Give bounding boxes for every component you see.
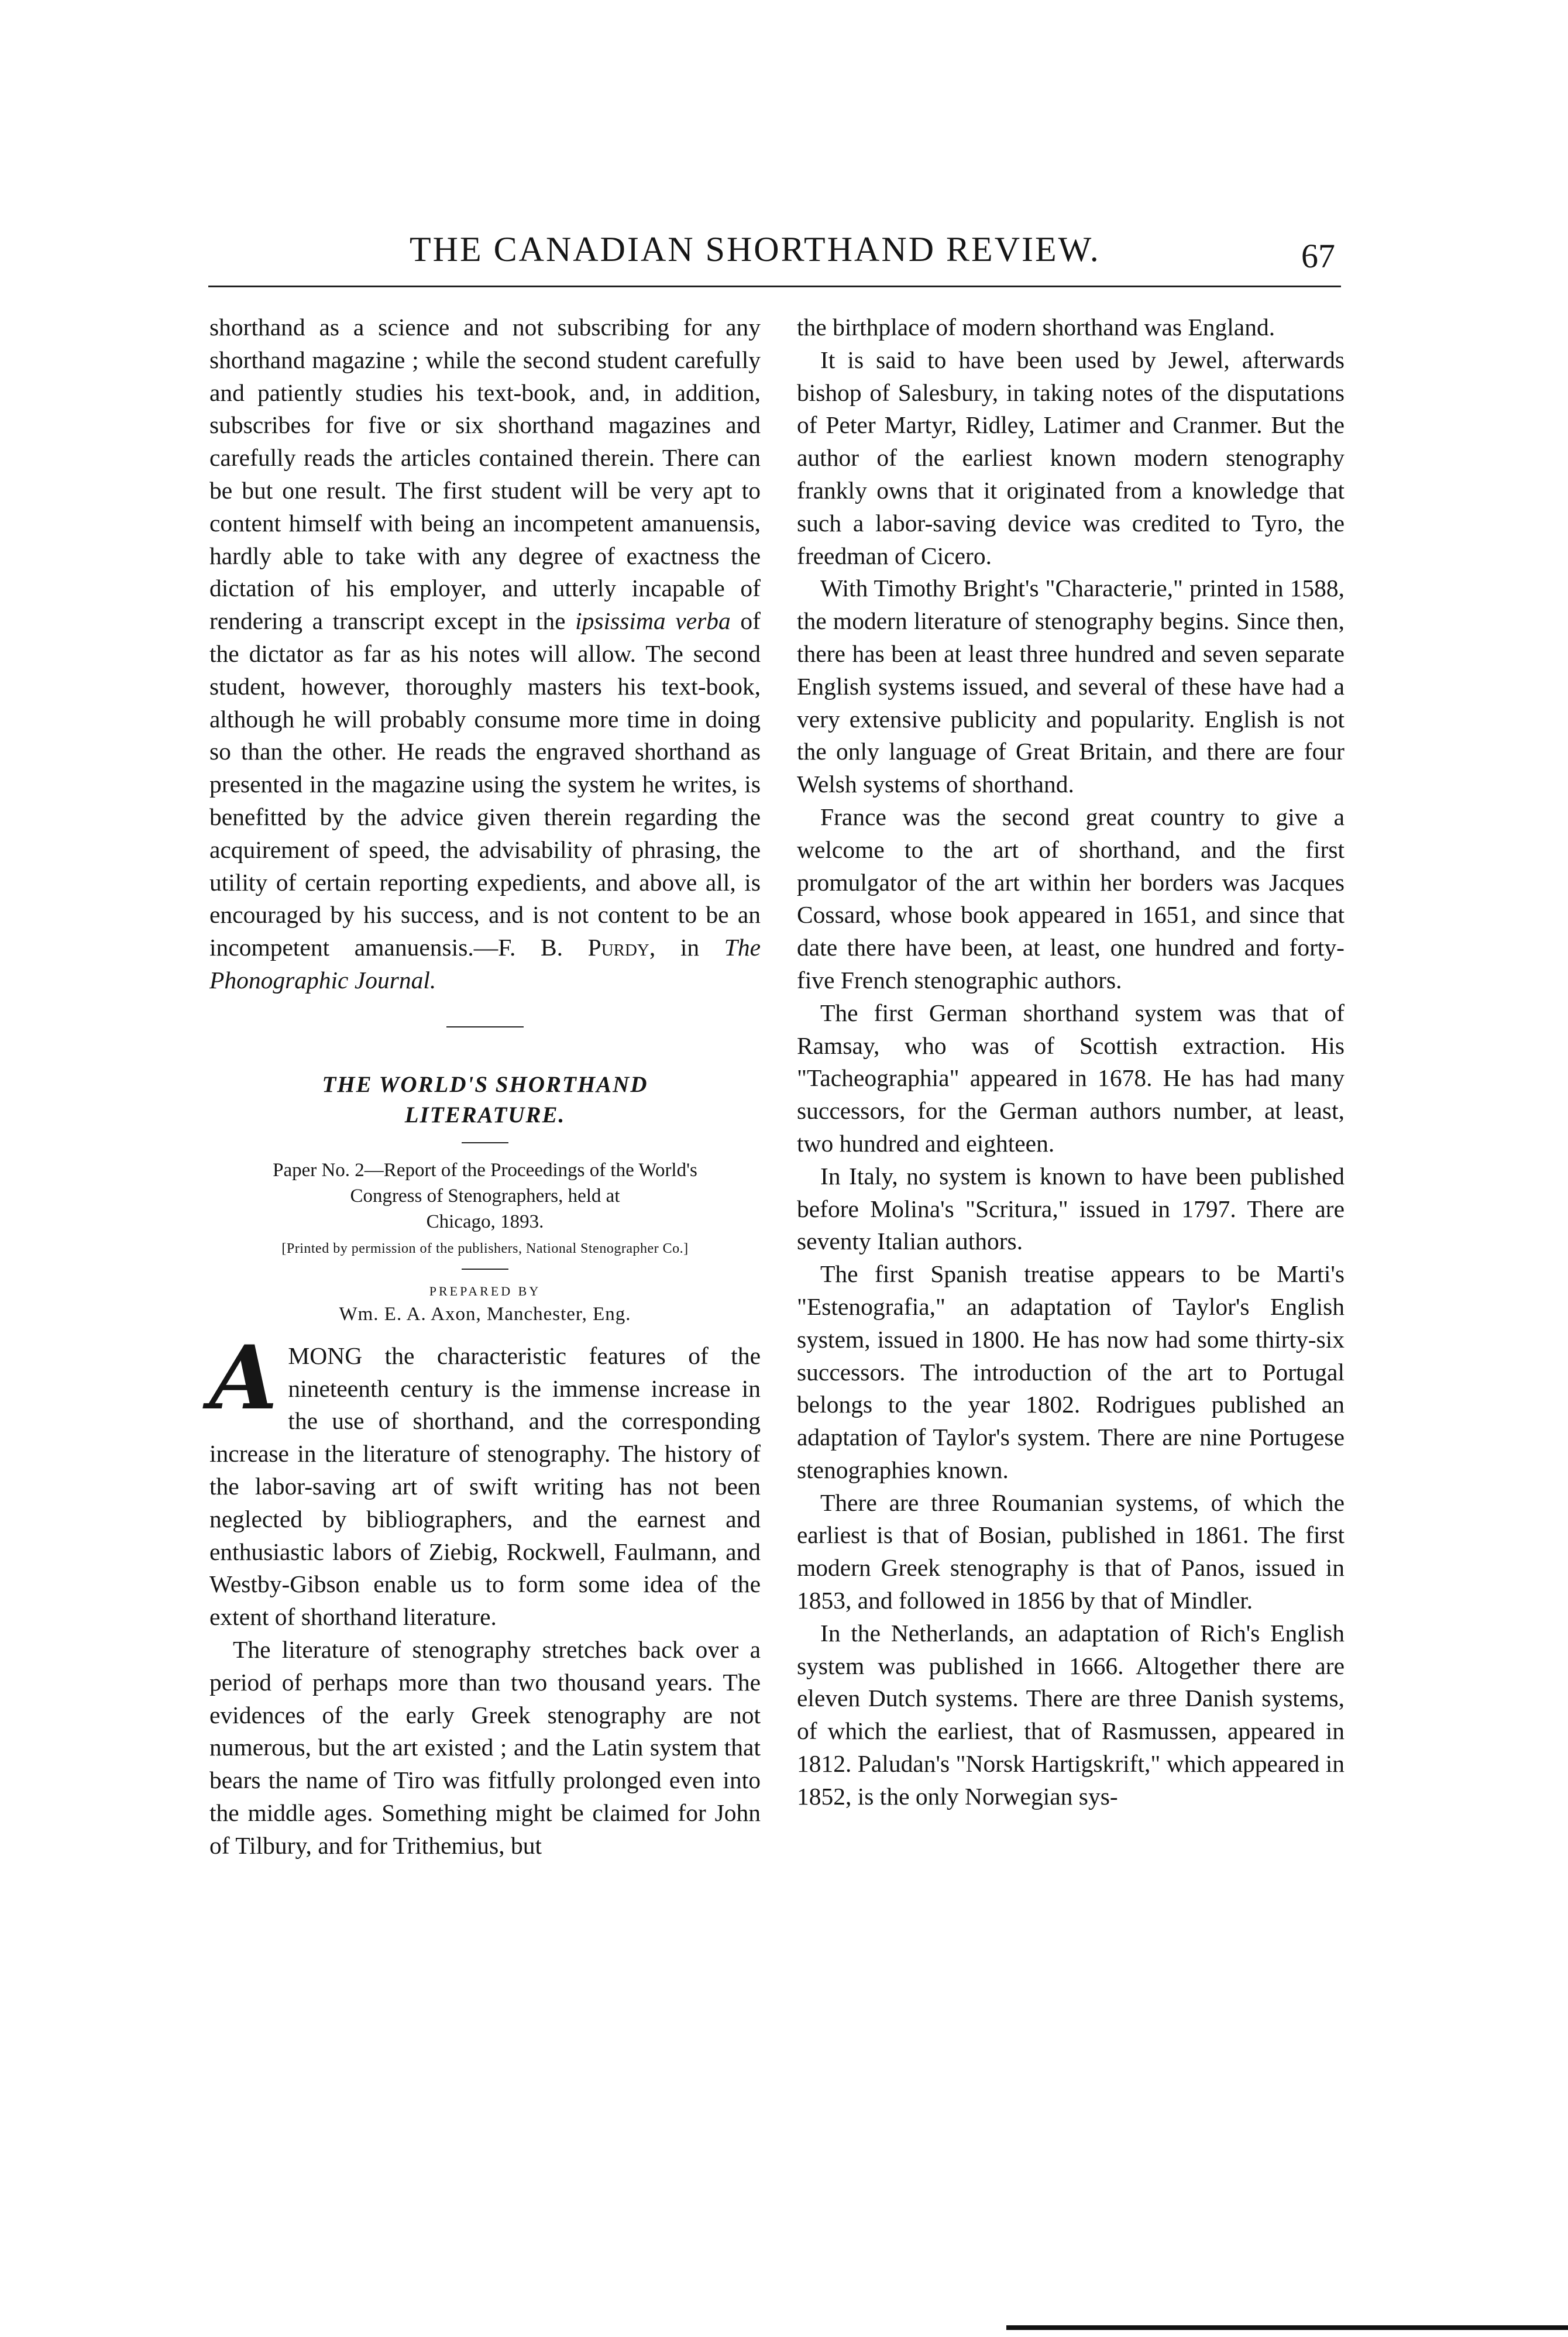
page-edge-rule [1006, 2325, 1568, 2330]
right-paragraph-2: With Timothy Bright's "Characterie," printed in 1588, the modern literature of stenography begins. Since then, there has been at least three hundred and seven separate English systems issued, and several of these have had a very extensive publicity and popularity. English is not the only language of Great Britain, and there are four Welsh systems of shorthand. [797, 575, 1345, 798]
intro-italic-phrase: ipsissima verba [575, 607, 731, 635]
section-title-line1: THE WORLD'S SHORTHAND [322, 1071, 648, 1097]
paper-line-3: Chicago, 1893. [426, 1211, 544, 1232]
intro-text: shorthand as a science and not subscribing for any shorthand magazine ; while the second student carefully and patiently studies his text-book, and, in addition, subscribes for five or six shorthand magazines and carefully reads the articles contained therein. There can be but one result. The first student will be very apt to content himself with being an incompetent amanuensis, hardly able to take with any degree of exactness the dictation of his employer, and utterly incapable of rendering a transcript except in the [209, 314, 761, 635]
drop-cap-letter: A [209, 1326, 278, 1429]
intro-paragraph [209, 311, 761, 997]
right-paragraph-3: France was the second great country to give a welcome to the art of shorthand, and the first promulgator of the art within her borders was Jacques Cossard, whose book appeared in 1651, and since that date there have been, at least, one hundred and forty-five French stenographic authors. [797, 803, 1345, 994]
running-header-title: THE CANADIAN SHORTHAND REVIEW. [410, 230, 1101, 269]
section-title [209, 1070, 761, 1130]
right-paragraph-4: The first German shorthand system was that of Ramsay, who was of Scottish extraction. His "Tacheographia" appeared in 1678. He has had many successors, for the German authors number, at least, two hundred and eighteen. [797, 999, 1345, 1157]
right-paragraph-0: the birthplace of modern shorthand was England. [797, 314, 1275, 341]
printed-permission-note: [Printed by permission of the publishers, National Stenographer Co.] [281, 1240, 689, 1256]
prepared-by-label: PREPARED BY [429, 1283, 541, 1298]
right-column [797, 311, 1345, 1813]
right-paragraph-5: In Italy, no system is known to have been published before Molina's "Scritura," issued in 1797. There are seventy Italian authors. [797, 1162, 1345, 1255]
intro-text-continued: of the dictator as far as his notes will allow. The second student, however, thoroughly masters his text-book, although he will probably consume more time in doing so than the other. He reads the engraved shorthand as presented in the magazine using the system he writes, is benefitted by the advice given therein regarding the acquirement of speed, the advisability of phrasing, the utility of certain reporting expedients, and above all, is encouraged by his success, and is not content to be an incompetent amanuensis.— [209, 607, 761, 961]
header-rule [208, 286, 1341, 287]
paper-citation [209, 1157, 761, 1235]
article-paragraph-1 [209, 1326, 761, 1634]
attribution-name: F. B. Purdy [498, 934, 649, 961]
section-title-line2: LITERATURE. [404, 1102, 566, 1128]
paper-line-2: Congress of Stenographers, held at [350, 1185, 620, 1207]
author-line: Wm. E. A. Axon, Manchester, Eng. [339, 1303, 631, 1325]
article-paragraph-2: The literature of stenography stretches back over a period of perhaps more than two thousand years. The evidences of the early Greek stenography are not numerous, but the art existed ; and the Latin system that bears the name of Tiro was fitfully prolonged even into the middle ages. Something might be claimed for John of Tilbury, and for Trithemius, but [209, 1635, 761, 1859]
page-number: 67 [1301, 237, 1335, 275]
left-column [209, 311, 761, 1862]
paper-line-1: Paper No. 2—Report of the Proceedings of the World's [273, 1159, 697, 1181]
attribution-in: , in [649, 934, 700, 961]
right-paragraph-8: In the Netherlands, an adaptation of Rich's English system was published in 1666. Altogether there are eleven Dutch systems. There are three Danish systems, of which the earliest, that of Rasmussen, appeared in 1812. Paludan's "Norsk Hartigskrift," which appeared in 1852, is the only Norwegian sys- [797, 1619, 1345, 1810]
attribution-journal: The Phonographic Journal. [209, 934, 761, 994]
right-paragraph-6: The first Spanish treatise appears to be Marti's "Estenografia," an adaptation of Taylor's English system, issued in 1800. He has now had some thirty-six successors. The introduction of the art to Portugal belongs to the year 1802. Rodrigues published an adaptation of Taylor's system. There are nine Portugese stenographies known. [797, 1260, 1345, 1483]
right-paragraph-7: There are three Roumanian systems, of which the earliest is that of Bosian, published in 1861. The first modern Greek stenography is that of Panos, issued in 1853, and followed in 1856 by that of Mindler. [797, 1489, 1345, 1614]
paragraph-1-text: MONG the characteristic features of the nineteenth century is the immense increase in the use of shorthand, and the corresponding increase in the literature of stenography. The history of the labor-saving art of swift writing has not been neglected by bibliographers, and the earnest and enthusiastic labors of Ziebig, Rockwell, Faulmann, and Westby-Gibson enable us to form some idea of the extent of shorthand literature. [209, 1342, 761, 1631]
right-paragraph-1: It is said to have been used by Jewel, afterwards bishop of Salesbury, in taking notes of the disputations of Peter Martyr, Ridley, Latimer and Cranmer. But the author of the earliest known modern stenography frankly owns that it originated from a knowledge that such a labor-saving device was credited to Tyro, the freedman of Cicero. [797, 346, 1345, 569]
